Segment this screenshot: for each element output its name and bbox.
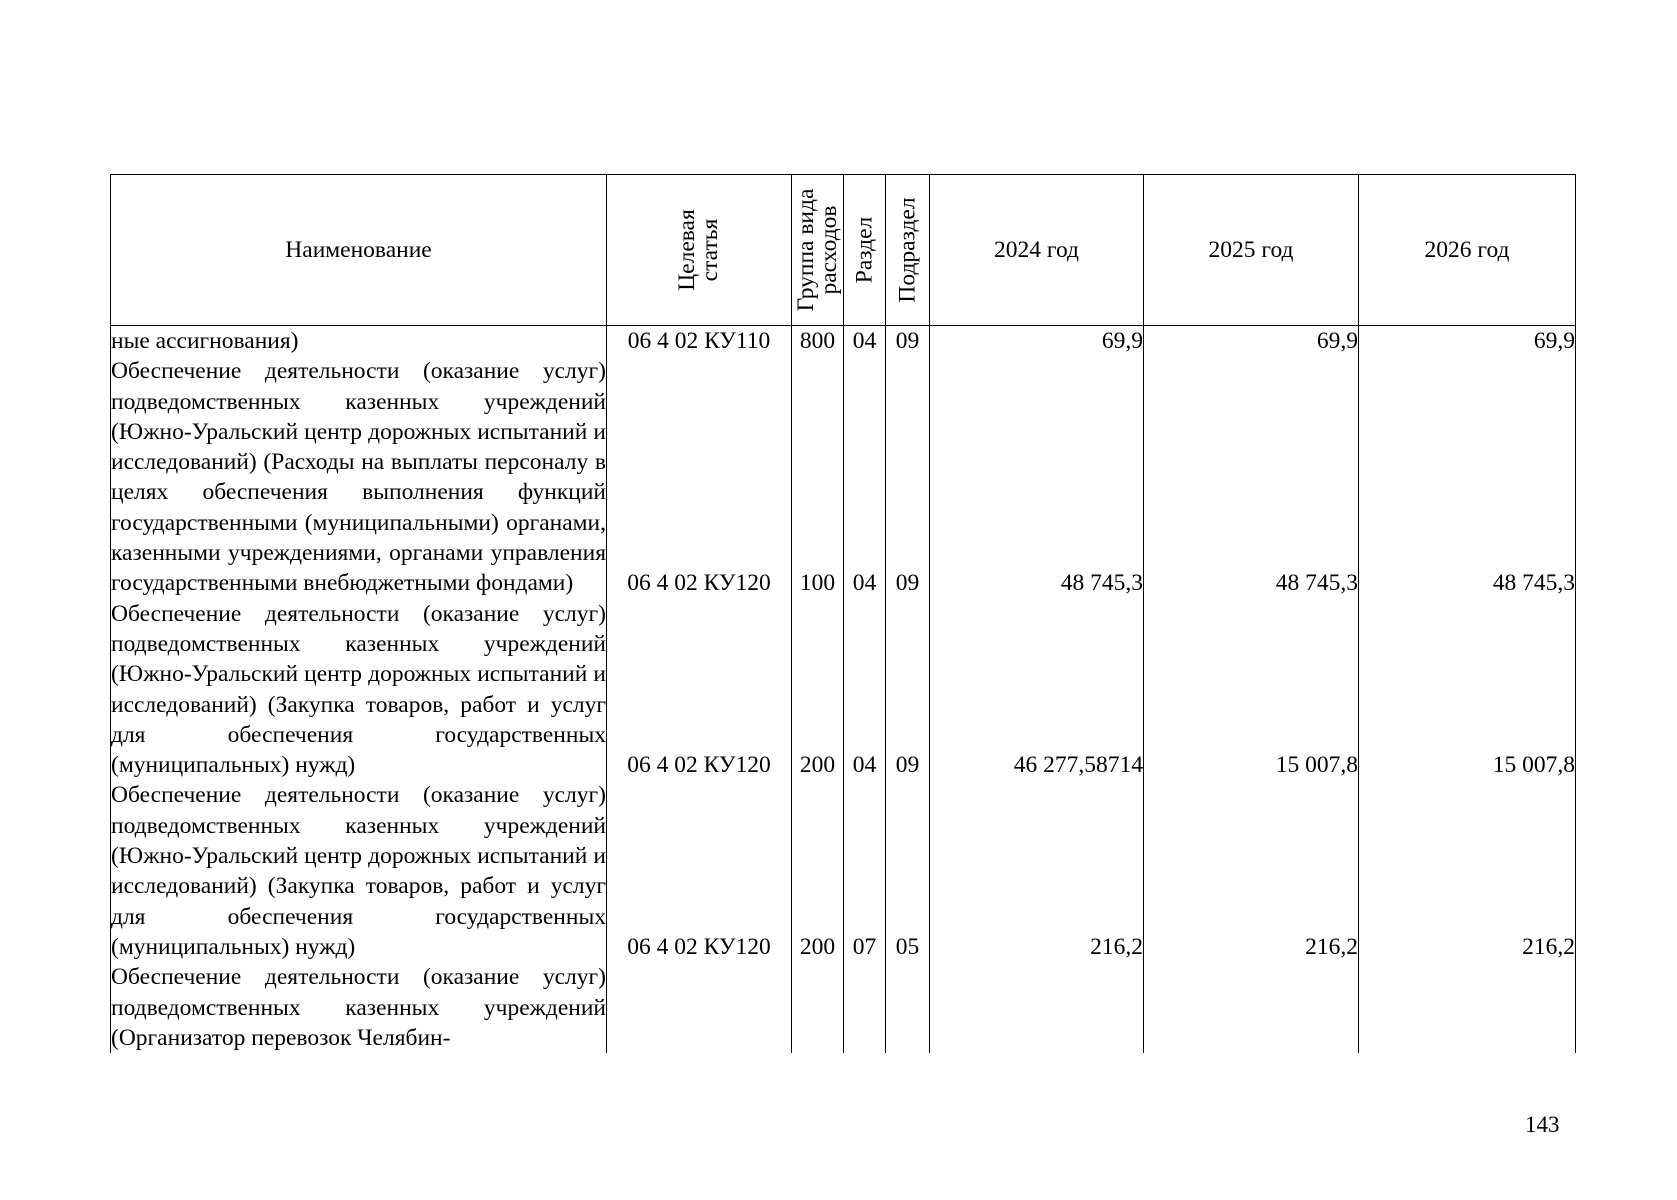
budget-table	[110, 174, 1576, 1053]
header-target-article	[607, 175, 792, 326]
row-section: 04	[844, 356, 886, 598]
row-section: 07	[844, 780, 886, 962]
row-group	[792, 962, 844, 1053]
row-name: Обеспечение деятельности (оказание услуг) подведомственных казенных учреждений (Южно-Уральский центр дорожных испытаний и исследований) (Расходы на выплаты персоналу в целях обеспечения выполнения функций государственными (муниципальными) органами, казенными учреждениями, органами управления государственными внебюджетными фондами)	[111, 356, 607, 598]
header-target-line1: Целевая	[674, 209, 700, 291]
row-2024: 48 745,3	[930, 356, 1144, 598]
row-subsection: 09	[886, 356, 930, 598]
row-2026: 15 007,8	[1359, 599, 1576, 781]
row-target: 06 4 02 КУ110	[607, 326, 792, 357]
row-2026: 48 745,3	[1359, 356, 1576, 598]
row-2026: 216,2	[1359, 780, 1576, 962]
header-subsection	[886, 175, 930, 326]
row-target: 06 4 02 КУ120	[607, 356, 792, 598]
row-target: 06 4 02 КУ120	[607, 599, 792, 781]
row-target	[607, 962, 792, 1053]
row-group: 100	[792, 356, 844, 598]
row-2024: 46 277,58714	[930, 599, 1144, 781]
row-target: 06 4 02 КУ120	[607, 780, 792, 962]
row-2026: 69,9	[1359, 326, 1576, 357]
header-subsection-text: Подраздел	[894, 197, 920, 303]
row-name: Обеспечение деятельности (оказание услуг) подведомственных казенных учреждений (Южно-Уральский центр дорожных испытаний и исследований) (Закупка товаров, работ и услуг для обеспечения государственных (муниципальных) нужд)	[111, 599, 607, 781]
row-2025: 216,2	[1144, 780, 1359, 962]
row-subsection: 09	[886, 599, 930, 781]
row-2024: 69,9	[930, 326, 1144, 357]
header-expense-group	[792, 175, 844, 326]
table-row	[111, 356, 1576, 598]
table-row	[111, 780, 1576, 962]
header-target-line2: статья	[697, 218, 723, 282]
header-group-line2: расходов	[815, 205, 842, 295]
table-row	[111, 326, 1576, 357]
header-year-2025: 2025 год	[1144, 175, 1359, 326]
row-section: 04	[844, 326, 886, 357]
row-name: Обеспечение деятельности (оказание услуг) подведомственных казенных учреждений (Организатор перевозок Челябин-	[111, 962, 607, 1053]
table-row	[111, 599, 1576, 781]
row-subsection: 05	[886, 780, 930, 962]
row-subsection	[886, 962, 930, 1053]
row-group: 200	[792, 780, 844, 962]
row-2025: 69,9	[1144, 326, 1359, 357]
header-section-text: Раздел	[851, 216, 877, 284]
row-2025: 48 745,3	[1144, 356, 1359, 598]
row-2025	[1144, 962, 1359, 1053]
row-2025: 15 007,8	[1144, 599, 1359, 781]
page-number: 143	[1525, 1112, 1560, 1137]
table-row	[111, 962, 1576, 1053]
row-name: Обеспечение деятельности (оказание услуг) подведомственных казенных учреждений (Южно-Уральский центр дорожных испытаний и исследований) (Закупка товаров, работ и услуг для обеспечения государственных (муниципальных) нужд)	[111, 780, 607, 962]
header-year-2026: 2026 год	[1359, 175, 1576, 326]
row-subsection: 09	[886, 326, 930, 357]
header-year-2024: 2024 год	[930, 175, 1144, 326]
header-section	[844, 175, 886, 326]
row-2024	[930, 962, 1144, 1053]
row-section: 04	[844, 599, 886, 781]
row-2026	[1359, 962, 1576, 1053]
table-header-row	[111, 175, 1576, 326]
row-name: ные ассигнования)	[111, 326, 607, 357]
row-2024: 216,2	[930, 780, 1144, 962]
header-group-line1: Группа вида	[792, 188, 819, 312]
header-name: Наименование	[111, 175, 607, 326]
row-group: 800	[792, 326, 844, 357]
row-section	[844, 962, 886, 1053]
row-group: 200	[792, 599, 844, 781]
